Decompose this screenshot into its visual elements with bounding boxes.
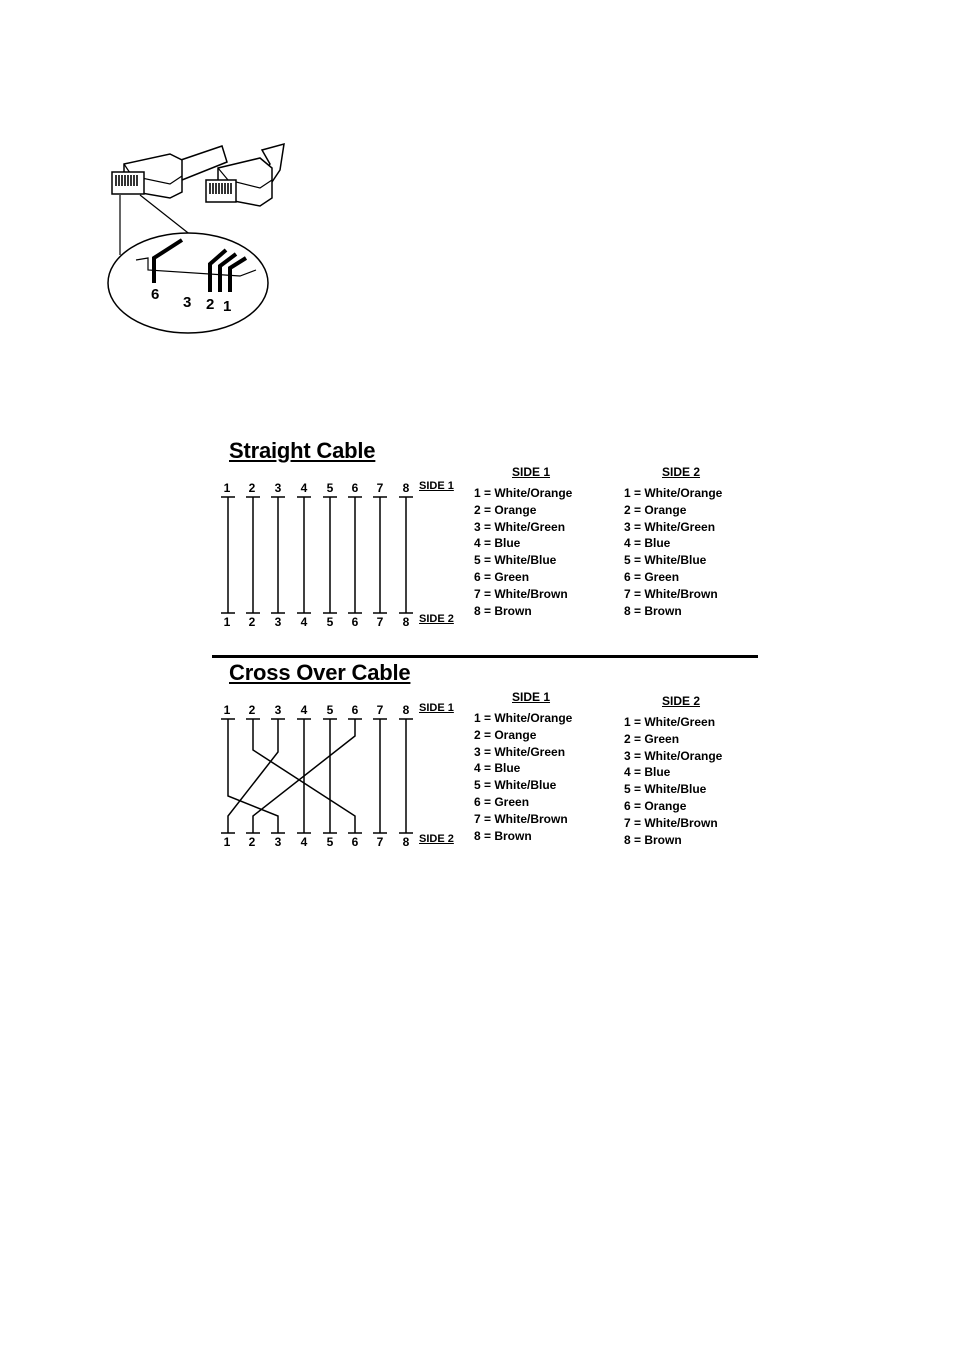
cross-top-pin-2: 2 [248,703,256,717]
straight-top-pin-2: 2 [248,481,256,495]
cross-side1-wire-3: 3 = White/Green [474,744,566,759]
cross-bottom-pin-8: 8 [402,835,410,849]
cross-side1-wire-8: 8 = Brown [474,828,532,843]
straight-side2-wire-1: 1 = White/Orange [624,486,723,500]
cross-side2-wire-list [624,714,722,848]
straight-side1-header: SIDE 1 [512,465,551,479]
cross-side2-wire-8: 8 = Brown [624,832,682,847]
straight-top-pin-7: 7 [376,481,384,495]
cross-side2-wire-2: 2 = Green [624,731,680,746]
straight-cable-title: Straight Cable [229,438,376,463]
cross-side1-wire-1: 1 = White/Orange [474,711,573,725]
cross-side2-wire-4: 4 = Blue [624,765,671,780]
straight-top-pin-6: 6 [351,481,359,495]
straight-side2-label: SIDE 2 [419,613,454,625]
straight-wiring-diagram [210,490,420,620]
straight-side2-wire-5: 5 = White/Blue [624,553,707,568]
cross-side2-header: SIDE 2 [662,694,701,708]
straight-bottom-pin-1: 1 [223,615,231,629]
straight-side2-wire-list [624,485,722,619]
straight-top-pin-5: 5 [326,481,334,495]
straight-side2-wire-2: 2 = Orange [624,502,687,517]
straight-side2-header: SIDE 2 [662,465,701,479]
cross-bottom-pin-7: 7 [376,835,384,849]
straight-side1-wire-3: 3 = White/Green [474,519,566,534]
cross-bottom-pin-4: 4 [300,835,308,849]
cross-side1-label: SIDE 1 [419,702,454,714]
cross-side1-wire-5: 5 = White/Blue [474,778,557,793]
straight-bottom-pin-5: 5 [326,615,334,629]
straight-side1-wire-5: 5 = White/Blue [474,553,557,568]
cross-bottom-pin-1: 1 [223,835,231,849]
cross-top-pin-4: 4 [300,703,308,717]
cross-side2-wire-3: 3 = White/Orange [624,748,723,763]
cross-bottom-pin-5: 5 [326,835,334,849]
straight-bottom-pin-3: 3 [274,615,282,629]
cross-top-pin-8: 8 [402,703,410,717]
cross-bottom-pin-3: 3 [274,835,282,849]
straight-bottom-pin-7: 7 [376,615,384,629]
cross-side1-wire-7: 7 = White/Brown [474,811,568,826]
cross-side1-wire-2: 2 = Orange [474,727,537,742]
cross-side2-wire-1: 1 = White/Green [624,715,716,729]
cross-bottom-pin-6: 6 [351,835,359,849]
straight-top-pin-4: 4 [300,481,308,495]
straight-bottom-pin-6: 6 [351,615,359,629]
straight-side2-wire-8: 8 = Brown [624,603,682,618]
cross-side1-header: SIDE 1 [512,690,551,704]
cross-side2-label: SIDE 2 [419,833,454,845]
pin-callout-3: 3 [183,294,192,311]
straight-bottom-pin-2: 2 [248,615,256,629]
straight-top-pin-8: 8 [402,481,410,495]
cross-top-pin-7: 7 [376,703,384,717]
straight-side1-wire-8: 8 = Brown [474,603,532,618]
cross-side1-wire-list [474,710,572,844]
cross-top-pin-3: 3 [274,703,282,717]
cross-top-pin-5: 5 [326,703,334,717]
cross-top-pin-6: 6 [351,703,359,717]
straight-bottom-pin-4: 4 [300,615,308,629]
straight-side1-wire-list [474,485,572,619]
section-divider [212,655,758,658]
straight-side1-wire-4: 4 = Blue [474,536,521,551]
pin-callout-6: 6 [151,286,160,303]
straight-side1-wire-6: 6 = Green [474,569,530,584]
straight-side2-wire-6: 6 = Green [624,569,680,584]
cross-over-wiring-diagram [210,712,420,842]
straight-side2-wire-7: 7 = White/Brown [624,586,718,601]
straight-top-pin-1: 1 [223,481,231,495]
straight-side2-wire-4: 4 = Blue [624,536,671,551]
rj45-connector-illustration [100,140,300,345]
cross-side2-wire-7: 7 = White/Brown [624,815,718,830]
straight-side1-wire-2: 2 = Orange [474,502,537,517]
straight-side1-label: SIDE 1 [419,480,454,492]
straight-side1-wire-7: 7 = White/Brown [474,586,568,601]
straight-top-pin-3: 3 [274,481,282,495]
straight-bottom-pin-8: 8 [402,615,410,629]
pin-callout-1: 1 [223,298,232,315]
cross-top-pin-1: 1 [223,703,231,717]
straight-side1-wire-1: 1 = White/Orange [474,486,573,500]
cross-side1-wire-4: 4 = Blue [474,761,521,776]
cross-side2-wire-6: 6 = Orange [624,798,687,813]
straight-side2-wire-3: 3 = White/Green [624,519,716,534]
cross-side2-wire-5: 5 = White/Blue [624,782,707,797]
cross-over-cable-title: Cross Over Cable [229,660,411,685]
cross-side1-wire-6: 6 = Green [474,794,530,809]
pin-callout-2: 2 [206,296,215,313]
cross-bottom-pin-2: 2 [248,835,256,849]
